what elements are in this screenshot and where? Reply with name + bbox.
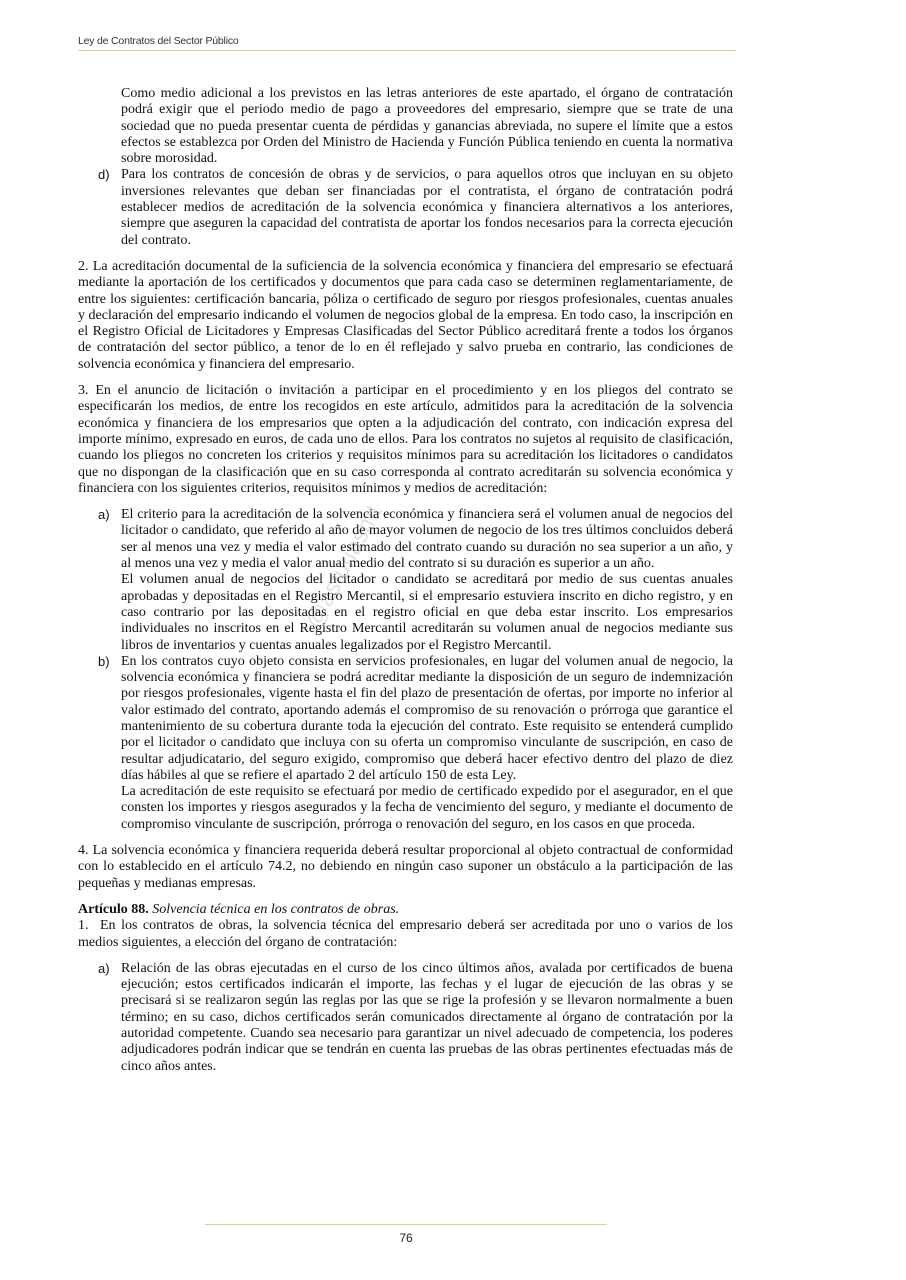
header-divider: [78, 50, 736, 51]
list-marker: b): [98, 653, 110, 669]
paragraph-text: En los contratos de obras, la solvencia técnica del empresario deberá ser acreditada por uno o varios de los medios siguientes, a elección del órgano de contratación:: [78, 918, 733, 950]
page-number: 76: [399, 1231, 413, 1245]
list-marker: d): [98, 167, 110, 183]
list-item-d: [78, 167, 733, 248]
list-item-b: [78, 654, 733, 784]
paragraph-4: 4. La solvencia económica y financiera requerida deberá resultar proporcional al objeto contractual de conformidad con lo establecido en el artículo 74.2, no debiendo en ningún caso suponer un obstáculo a la participación de las pequeñas y medianas empresas.: [78, 843, 733, 891]
intro-paragraph: Como medio adicional a los previstos en las letras anteriores de este apartado, el órgano de contratación podrá exigir que el periodo medio de pago a proveedores del empresario, siempre que se trate de una sociedad que no pueda presentar cuenta de pérdidas y ganancias abreviada, no supere el límite que a estos efectos se establezca por Orden del Ministro de Hacienda y Función Pública teniendo en cuenta la normativa sobre morosidad.: [121, 86, 733, 167]
article-88-list-item-a: [78, 961, 733, 1075]
list-item-text: En los contratos cuyo objeto consista en servicios profesionales, en lugar del volumen anual de negocio, la solvencia económica y financiera se podrá acreditar mediante la disposición de un seguro de indemnización por riesgos profesionales, vigente hasta el fin del plazo de presentación de ofertas, por importe no inferior al valor estimado del contrato, aportando además el compromiso de su renovación o prórroga que garantice el mantenimiento de su cobertura durante toda la ejecución del contrato. Este requisito se entenderá cumplido por el licitador o candidato que incluya con su oferta un compromiso vinculante de suscripción, en caso de resultar adjudicatario, del seguro exigido, compromiso que deberá hacer efectivo dentro del plazo de diez días hábiles al que se refiere el apartado 2 del artículo 150 de esta Ley.: [121, 653, 733, 783]
list-marker: a): [98, 507, 110, 523]
watermark: @asturiasmt: [300, 500, 388, 633]
footer-divider: [205, 1224, 607, 1225]
article-88-heading: [78, 902, 733, 918]
article-number: Artículo 88.: [78, 901, 149, 917]
list-item-a-continuation: El volumen anual de negocios del licitador o candidato se acreditará por medio de sus cuentas anuales aprobadas y depositadas en el Registro Mercantil, si el empresario estuviera inscrito en dicho registro, y en caso contrario por las depositadas en el registro oficial en que deba estar inscrito. Los empresarios individuales no inscritos en el Registro Mercantil acreditarán su volumen anual de negocios mediante sus libros de inventarios y cuentas anuales legalizados por el Registro Mercantil.: [121, 572, 733, 653]
list-item-a: [78, 507, 733, 572]
paragraph-marker: 1.: [78, 918, 89, 934]
list-item-text: El criterio para la acreditación de la solvencia económica y financiera será el volumen anual de negocios del licitador o candidato, que referido al año de mayor volumen de negocio de los tres últimos concluidos deberá ser al menos una vez y media el valor estimado del contrato cuando su duración no sea superior a un año, y al menos una vez y media el valor anual medio del contrato si su duración es superior a un año.: [121, 507, 733, 572]
list-item-text: Para los contratos de concesión de obras y de servicios, o para aquellos otros que incluyan en su objeto inversiones relevantes que deban ser financiadas por el contratista, el órgano de contratación podrá establecer medios de acreditación de la solvencia económica y financiera alternativos a los anteriores, siempre que aseguren la capacidad del contratista de aportar los fondos necesarios para la correcta ejecución del contrato.: [121, 167, 733, 248]
body-text: [78, 86, 733, 1075]
article-title: Solvencia técnica en los contratos de obras.: [152, 901, 400, 917]
list-item-b-continuation: La acreditación de este requisito se efectuará por medio de certificado expedido por el asegurador, en el que consten los importes y riesgos asegurados y la fecha de vencimiento del seguro, y mediante el documento de compromiso vinculante de suscripción, prórroga o renovación del seguro, en los casos en que proceda.: [121, 784, 733, 832]
list-item-text: Relación de las obras ejecutadas en el curso de los cinco últimos años, avalada por certificados de buena ejecución; estos certificados indicarán el importe, las fechas y el lugar de ejecución de las obras y se precisará si se realizaron según las reglas por las que se rige la profesión y se llevaron normalmente a buen término; en su caso, dichos certificados serán comunicados directamente al órgano de contratación por la autoridad competente. Cuando sea necesario para garantizar un nivel adecuado de competencia, los poderes adjudicadores podrán indicar que se tendrán en cuenta las pruebas de las obras pertinentes efectuadas más de cinco años antes.: [121, 960, 733, 1074]
paragraph-2: 2. La acreditación documental de la suficiencia de la solvencia económica y financiera del empresario se efectuará mediante la aportación de los certificados y documentos que para cada caso se determinen reglamentariamente, de entre los siguientes: certificación bancaria, póliza o certificado de seguro por riesgos profesionales, cuentas anuales y declaración del empresario indicando el volumen de negocios global de la empresa. En todo caso, la inscripción en el Registro Oficial de Licitadores y Empresas Clasificadas del Sector Público acreditará frente a todos los órganos de contratación del sector público, a tenor de lo en él reflejado y salvo prueba en contrario, las condiciones de solvencia económica y financiera del empresario.: [78, 258, 733, 372]
running-header: Ley de Contratos del Sector Público: [78, 35, 239, 47]
list-marker: a): [98, 960, 110, 976]
article-88-paragraph-1: [78, 918, 733, 951]
paragraph-3: 3. En el anuncio de licitación o invitación a participar en el procedimiento y en los pliegos del contrato se especificarán los medios, de entre los recogidos en este artículo, admitidos para la acreditación de la solvencia económica y financiera de los empresarios que opten a la adjudicación del contrato, con indicación expresa del importe mínimo, expresado en euros, de cada uno de ellos. Para los contratos no sujetos al requisito de clasificación, cuando los pliegos no concreten los criterios y requisitos mínimos para su acreditación los licitadores o candidatos que no dispongan de la clasificación que en su caso corresponda al contrato acreditarán su solvencia económica y financiera con los siguientes criterios, requisitos mínimos y medios de acreditación:: [78, 383, 733, 496]
